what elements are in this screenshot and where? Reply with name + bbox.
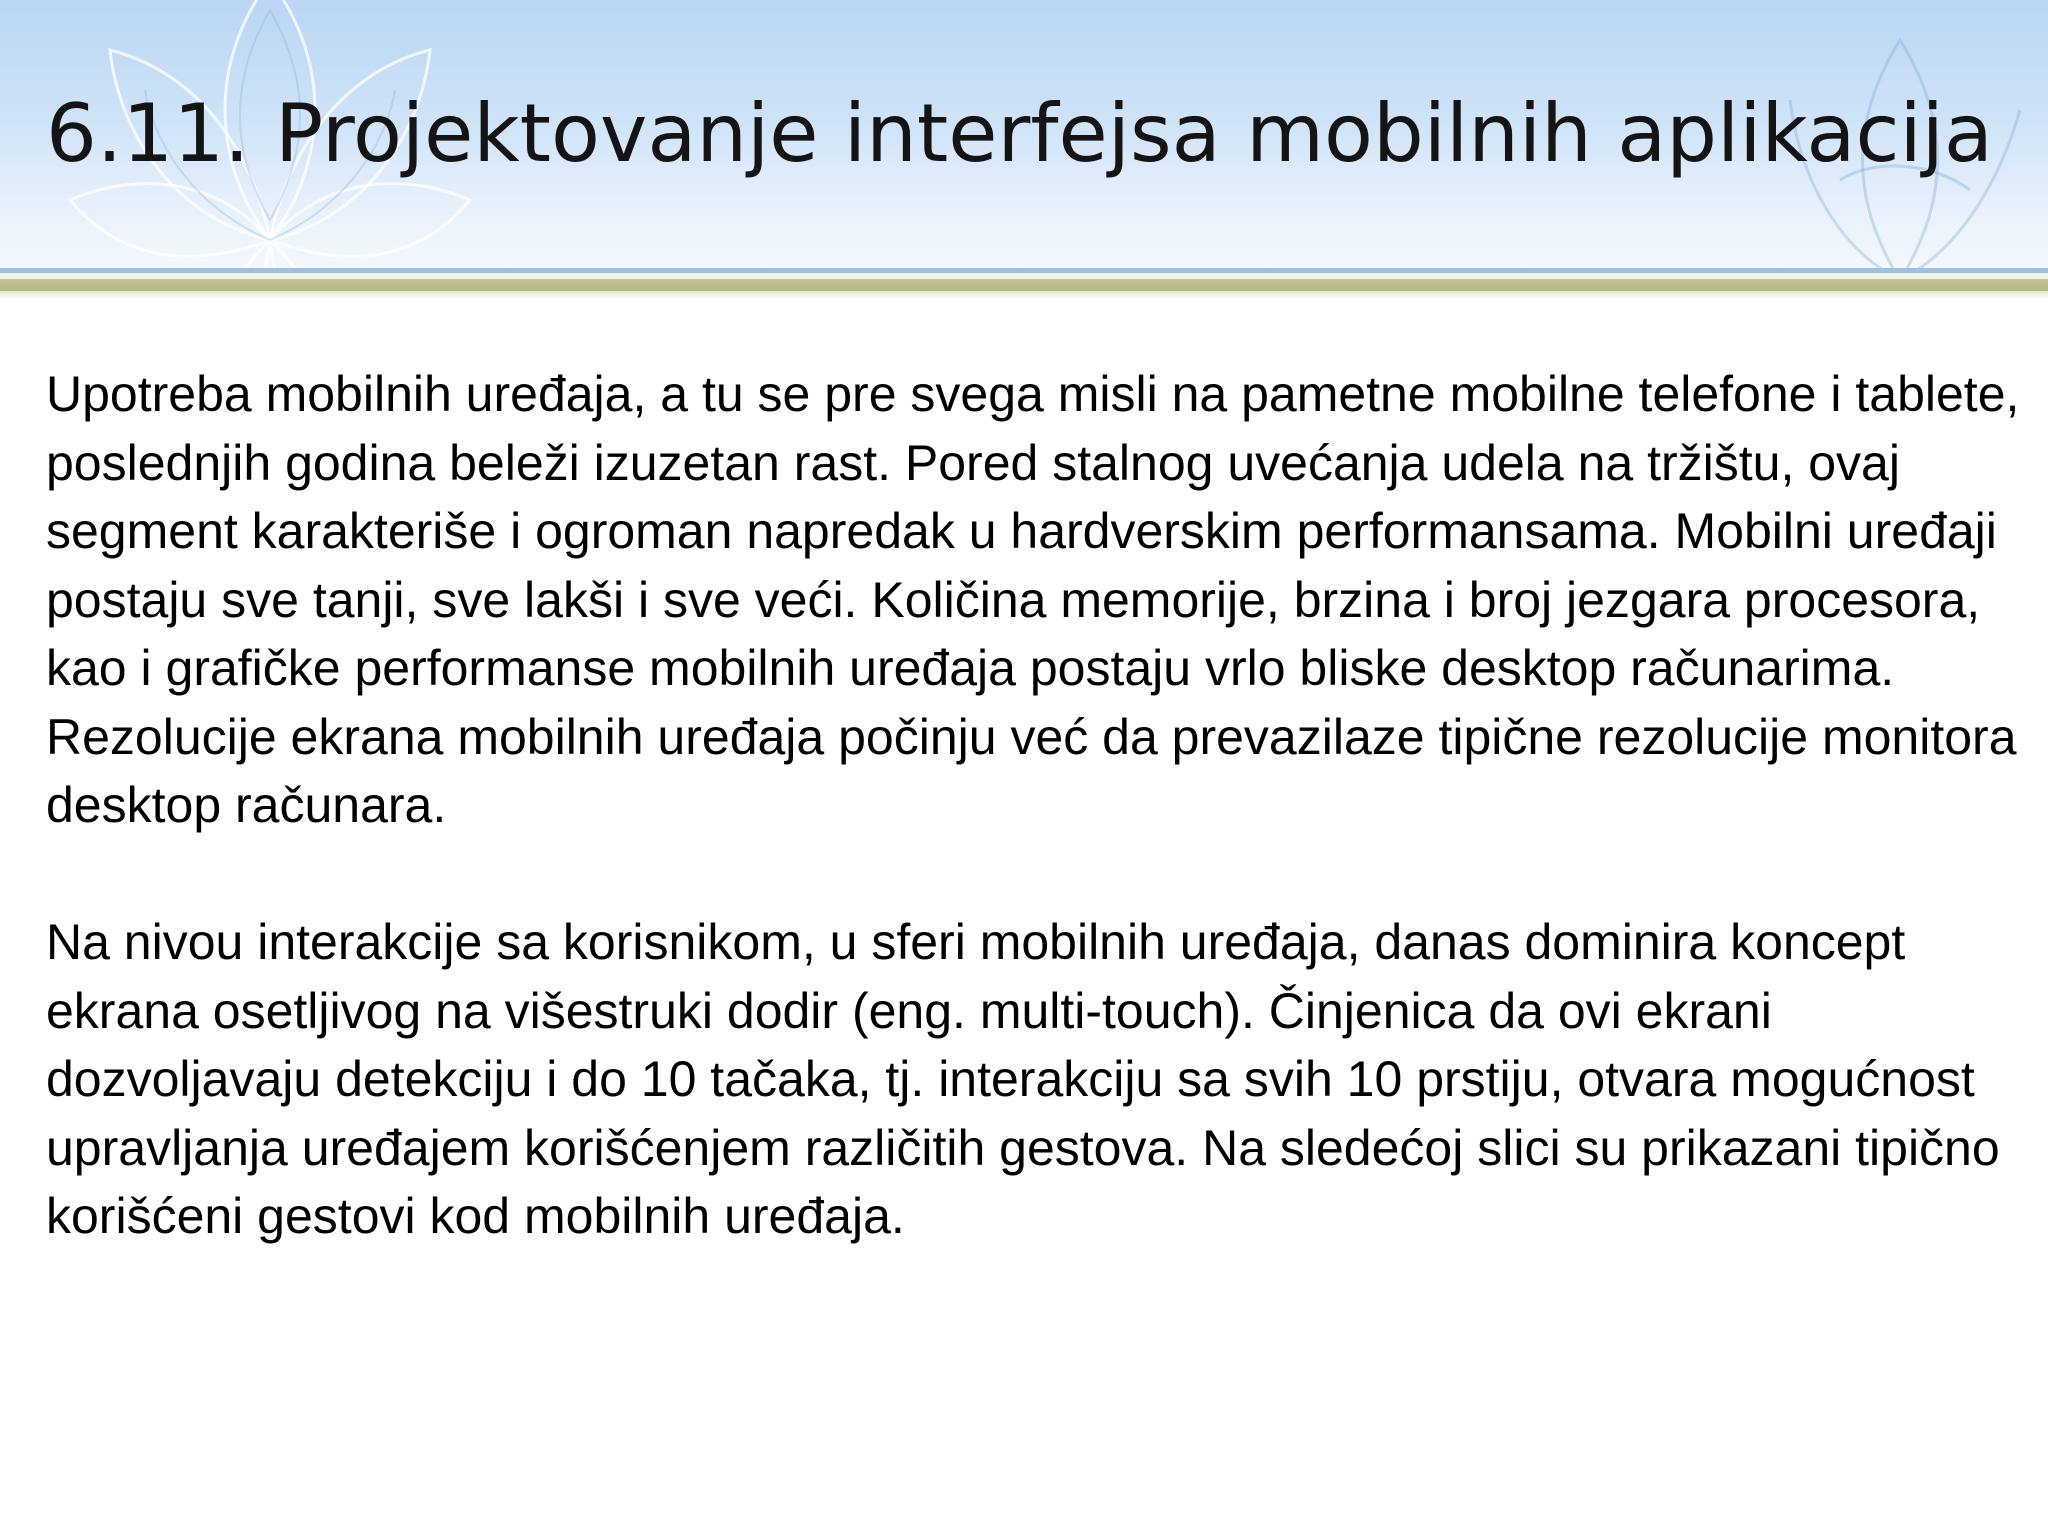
paragraph-spacer (46, 840, 2026, 909)
slide-title: 6.11. Projektovanje interfejsa mobilnih aplikacija (46, 87, 1993, 180)
paragraph-1: Upotreba mobilnih uređaja, a tu se pre svega misli na pametne mobilne telefone i tablete, poslednjih godina beleži izuzetan rast. Pored stalnog uvećanja udela na tržištu, ovaj segment karakteriše i ogroman napredak u hardverskim performansama. Mobilni uređaji postaju sve tanji, sve lakši i sve veći. Količina memorije, brzina i broj jezgara procesora, kao i grafičke performanse mobilnih uređaja postaju vrlo bliske desktop računarima. Rezolucije ekrana mobilnih uređaja počinju već da prevazilaze tipične rezolucije monitora desktop računara. (46, 366, 2020, 833)
slide-body (46, 360, 2026, 1251)
header-divider-fade (0, 291, 2048, 299)
paragraph-2: Na nivou interakcije sa korisnikom, u sferi mobilnih uređaja, danas dominira koncept ekrana osetljivog na višestruki dodir (eng. multi-touch). Činjenica da ovi ekrani dozvoljavaju detekciju i do 10 tačaka, tj. interakciju sa svih 10 prstiju, otvara mogućnost upravljanja uređajem korišćenjem različitih gestova. Na sledećoj slici su prikazani tipično korišćeni gestovi kod mobilnih uređaja. (46, 914, 2000, 1244)
header-divider-olive (0, 279, 2048, 291)
